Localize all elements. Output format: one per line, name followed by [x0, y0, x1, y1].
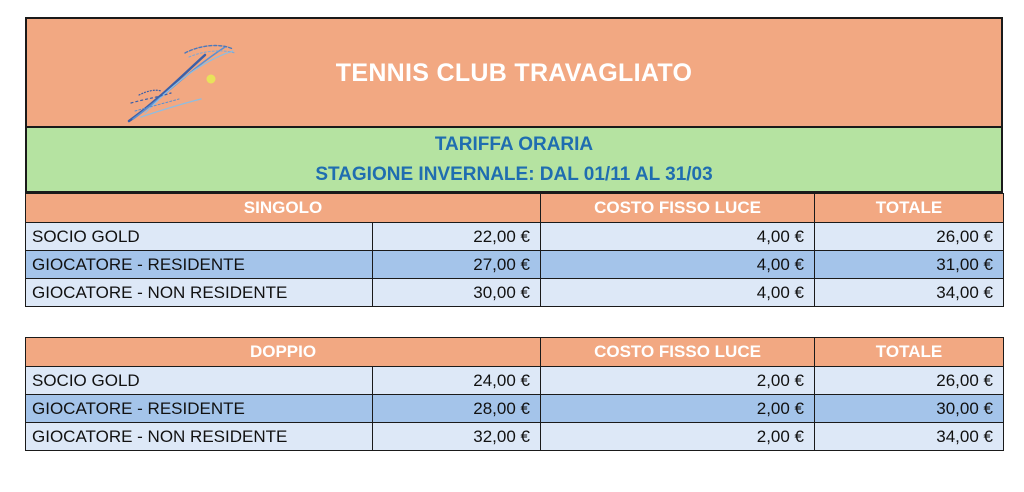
price-cell: 28,00 € — [373, 395, 541, 423]
table-header-row — [26, 194, 1004, 223]
season-label: STAGIONE INVERNALE: DAL 01/11 AL 31/03 — [315, 164, 713, 185]
table-row — [26, 251, 1004, 279]
total-cell: 34,00 € — [815, 279, 1004, 307]
table-row — [26, 423, 1004, 451]
light-cost-cell: 2,00 € — [541, 367, 815, 395]
price-cell: 24,00 € — [373, 367, 541, 395]
light-cost-header: COSTO FISSO LUCE — [541, 194, 815, 223]
row-label: GIOCATORE - RESIDENTE — [26, 395, 373, 423]
light-cost-cell: 4,00 € — [541, 223, 815, 251]
club-title: TENNIS CLUB TRAVAGLIATO — [335, 59, 693, 87]
row-label: GIOCATORE - NON RESIDENTE — [26, 279, 373, 307]
total-cell: 26,00 € — [815, 367, 1004, 395]
light-cost-cell: 4,00 € — [541, 251, 815, 279]
total-header: TOTALE — [815, 338, 1004, 367]
price-cell: 27,00 € — [373, 251, 541, 279]
row-label: GIOCATORE - RESIDENTE — [26, 251, 373, 279]
singolo-table — [25, 193, 1004, 307]
rate-subheader — [25, 128, 1003, 193]
doppio-header: DOPPIO — [26, 338, 541, 367]
table-row — [26, 367, 1004, 395]
price-cell: 30,00 € — [373, 279, 541, 307]
total-cell: 30,00 € — [815, 395, 1004, 423]
club-header — [25, 17, 1003, 128]
light-cost-cell: 4,00 € — [541, 279, 815, 307]
total-cell: 34,00 € — [815, 423, 1004, 451]
doppio-table — [25, 337, 1004, 451]
singolo-header: SINGOLO — [26, 194, 541, 223]
total-cell: 31,00 € — [815, 251, 1004, 279]
row-label: GIOCATORE - NON RESIDENTE — [26, 423, 373, 451]
table-row — [26, 395, 1004, 423]
table-header-row — [26, 338, 1004, 367]
row-label: SOCIO GOLD — [26, 367, 373, 395]
price-sheet — [25, 17, 1003, 451]
table-row — [26, 223, 1004, 251]
rate-title: TARIFFA ORARIA — [434, 134, 594, 155]
row-label: SOCIO GOLD — [26, 223, 373, 251]
light-cost-cell: 2,00 € — [541, 423, 815, 451]
light-cost-header: COSTO FISSO LUCE — [541, 338, 815, 367]
price-cell: 32,00 € — [373, 423, 541, 451]
total-cell: 26,00 € — [815, 223, 1004, 251]
price-cell: 22,00 € — [373, 223, 541, 251]
total-header: TOTALE — [815, 194, 1004, 223]
light-cost-cell: 2,00 € — [541, 395, 815, 423]
table-row — [26, 279, 1004, 307]
